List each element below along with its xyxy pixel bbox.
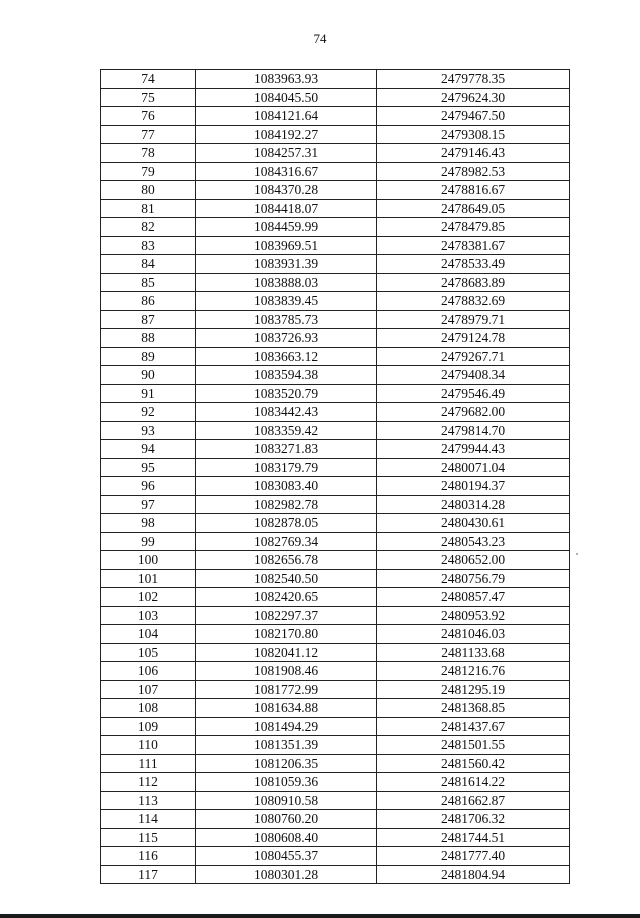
table-row: [101, 70, 570, 89]
point-number-cell: 82: [101, 218, 196, 237]
point-number-cell: 92: [101, 403, 196, 422]
point-number-cell: 110: [101, 736, 196, 755]
y-coordinate-cell: 2479467.50: [377, 107, 570, 126]
x-coordinate-cell: 1083271.83: [196, 440, 377, 459]
y-coordinate-cell: 2478982.53: [377, 162, 570, 181]
point-number-cell: 84: [101, 255, 196, 274]
point-number-cell: 100: [101, 551, 196, 570]
x-coordinate-cell: 1081059.36: [196, 773, 377, 792]
table-row: [101, 606, 570, 625]
x-coordinate-cell: 1083663.12: [196, 347, 377, 366]
table-row: [101, 366, 570, 385]
table-row: [101, 717, 570, 736]
table-row: [101, 218, 570, 237]
y-coordinate-cell: 2479682.00: [377, 403, 570, 422]
x-coordinate-cell: 1084192.27: [196, 125, 377, 144]
y-coordinate-cell: 2478816.67: [377, 181, 570, 200]
point-number-cell: 116: [101, 847, 196, 866]
x-coordinate-cell: 1081634.88: [196, 699, 377, 718]
y-coordinate-cell: 2481437.67: [377, 717, 570, 736]
y-coordinate-cell: 2480756.79: [377, 569, 570, 588]
point-number-cell: 85: [101, 273, 196, 292]
x-coordinate-cell: 1082769.34: [196, 532, 377, 551]
page-bottom-edge: [0, 914, 640, 918]
y-coordinate-cell: 2480857.47: [377, 588, 570, 607]
point-number-cell: 78: [101, 144, 196, 163]
table-row: [101, 310, 570, 329]
x-coordinate-cell: 1082420.65: [196, 588, 377, 607]
x-coordinate-cell: 1080760.20: [196, 810, 377, 829]
table-row: [101, 495, 570, 514]
x-coordinate-cell: 1081206.35: [196, 754, 377, 773]
point-number-cell: 108: [101, 699, 196, 718]
y-coordinate-cell: 2479124.78: [377, 329, 570, 348]
x-coordinate-cell: 1083359.42: [196, 421, 377, 440]
y-coordinate-cell: 2481804.94: [377, 865, 570, 884]
x-coordinate-cell: 1083963.93: [196, 70, 377, 89]
point-number-cell: 86: [101, 292, 196, 311]
point-number-cell: 99: [101, 532, 196, 551]
y-coordinate-cell: 2480314.28: [377, 495, 570, 514]
x-coordinate-cell: 1080301.28: [196, 865, 377, 884]
point-number-cell: 80: [101, 181, 196, 200]
point-number-cell: 87: [101, 310, 196, 329]
point-number-cell: 75: [101, 88, 196, 107]
x-coordinate-cell: 1083179.79: [196, 458, 377, 477]
point-number-cell: 83: [101, 236, 196, 255]
table-row: [101, 384, 570, 403]
point-number-cell: 81: [101, 199, 196, 218]
point-number-cell: 95: [101, 458, 196, 477]
y-coordinate-cell: 2478533.49: [377, 255, 570, 274]
point-number-cell: 114: [101, 810, 196, 829]
y-coordinate-cell: 2478479.85: [377, 218, 570, 237]
table-row: [101, 236, 570, 255]
table-row: [101, 643, 570, 662]
table-row: [101, 736, 570, 755]
x-coordinate-cell: 1084045.50: [196, 88, 377, 107]
x-coordinate-cell: 1080910.58: [196, 791, 377, 810]
point-number-cell: 111: [101, 754, 196, 773]
y-coordinate-cell: 2481614.22: [377, 773, 570, 792]
point-number-cell: 93: [101, 421, 196, 440]
x-coordinate-cell: 1080455.37: [196, 847, 377, 866]
table-row: [101, 125, 570, 144]
y-coordinate-cell: 2478832.69: [377, 292, 570, 311]
point-number-cell: 74: [101, 70, 196, 89]
table-row: [101, 403, 570, 422]
table-row: [101, 662, 570, 681]
x-coordinate-cell: 1084370.28: [196, 181, 377, 200]
x-coordinate-cell: 1082540.50: [196, 569, 377, 588]
point-number-cell: 107: [101, 680, 196, 699]
point-number-cell: 76: [101, 107, 196, 126]
table-row: [101, 421, 570, 440]
y-coordinate-cell: 2480953.92: [377, 606, 570, 625]
table-row: [101, 199, 570, 218]
table-row: [101, 88, 570, 107]
y-coordinate-cell: 2481777.40: [377, 847, 570, 866]
y-coordinate-cell: 2480543.23: [377, 532, 570, 551]
table-row: [101, 865, 570, 884]
point-number-cell: 106: [101, 662, 196, 681]
table-row: [101, 440, 570, 459]
table-row: [101, 791, 570, 810]
table-row: [101, 477, 570, 496]
y-coordinate-cell: 2479146.43: [377, 144, 570, 163]
point-number-cell: 109: [101, 717, 196, 736]
y-coordinate-cell: 2479408.34: [377, 366, 570, 385]
point-number-cell: 117: [101, 865, 196, 884]
table-row: [101, 292, 570, 311]
table-row: [101, 144, 570, 163]
table-row: [101, 255, 570, 274]
point-number-cell: 96: [101, 477, 196, 496]
x-coordinate-cell: 1082878.05: [196, 514, 377, 533]
table-row: [101, 680, 570, 699]
table-row: [101, 273, 570, 292]
x-coordinate-cell: 1083442.43: [196, 403, 377, 422]
point-number-cell: 113: [101, 791, 196, 810]
x-coordinate-cell: 1084257.31: [196, 144, 377, 163]
table-row: [101, 551, 570, 570]
y-coordinate-cell: 2478979.71: [377, 310, 570, 329]
point-number-cell: 102: [101, 588, 196, 607]
table-row: [101, 107, 570, 126]
x-coordinate-cell: 1081772.99: [196, 680, 377, 699]
y-coordinate-cell: 2481501.55: [377, 736, 570, 755]
table-row: [101, 347, 570, 366]
y-coordinate-cell: 2479308.15: [377, 125, 570, 144]
table-row: [101, 588, 570, 607]
point-number-cell: 77: [101, 125, 196, 144]
point-number-cell: 88: [101, 329, 196, 348]
table-row: [101, 162, 570, 181]
point-number-cell: 90: [101, 366, 196, 385]
y-coordinate-cell: 2479624.30: [377, 88, 570, 107]
x-coordinate-cell: 1083594.38: [196, 366, 377, 385]
y-coordinate-cell: 2478381.67: [377, 236, 570, 255]
y-coordinate-cell: 2479546.49: [377, 384, 570, 403]
y-coordinate-cell: 2478649.05: [377, 199, 570, 218]
x-coordinate-cell: 1081351.39: [196, 736, 377, 755]
y-coordinate-cell: 2481295.19: [377, 680, 570, 699]
point-number-cell: 98: [101, 514, 196, 533]
y-coordinate-cell: 2481662.87: [377, 791, 570, 810]
point-number-cell: 105: [101, 643, 196, 662]
x-coordinate-cell: 1082297.37: [196, 606, 377, 625]
y-coordinate-cell: 2479267.71: [377, 347, 570, 366]
x-coordinate-cell: 1084459.99: [196, 218, 377, 237]
x-coordinate-cell: 1083888.03: [196, 273, 377, 292]
y-coordinate-cell: 2479814.70: [377, 421, 570, 440]
y-coordinate-cell: 2481706.32: [377, 810, 570, 829]
coordinates-table: [100, 69, 570, 884]
x-coordinate-cell: 1083520.79: [196, 384, 377, 403]
table-row: [101, 625, 570, 644]
y-coordinate-cell: 2481560.42: [377, 754, 570, 773]
table-row: [101, 847, 570, 866]
x-coordinate-cell: 1084418.07: [196, 199, 377, 218]
x-coordinate-cell: 1083083.40: [196, 477, 377, 496]
table-row: [101, 828, 570, 847]
x-coordinate-cell: 1082041.12: [196, 643, 377, 662]
y-coordinate-cell: 2481133.68: [377, 643, 570, 662]
table-row: [101, 181, 570, 200]
coordinates-table-body: [101, 70, 570, 884]
table-row: [101, 699, 570, 718]
table-row: [101, 754, 570, 773]
x-coordinate-cell: 1080608.40: [196, 828, 377, 847]
point-number-cell: 94: [101, 440, 196, 459]
x-coordinate-cell: 1083726.93: [196, 329, 377, 348]
y-coordinate-cell: 2480430.61: [377, 514, 570, 533]
table-row: [101, 810, 570, 829]
point-number-cell: 89: [101, 347, 196, 366]
x-coordinate-cell: 1081908.46: [196, 662, 377, 681]
x-coordinate-cell: 1084316.67: [196, 162, 377, 181]
point-number-cell: 97: [101, 495, 196, 514]
x-coordinate-cell: 1083969.51: [196, 236, 377, 255]
page-number: 74: [313, 31, 327, 46]
y-coordinate-cell: 2480652.00: [377, 551, 570, 570]
x-coordinate-cell: 1083931.39: [196, 255, 377, 274]
point-number-cell: 112: [101, 773, 196, 792]
y-coordinate-cell: 2481046.03: [377, 625, 570, 644]
y-coordinate-cell: 2480194.37: [377, 477, 570, 496]
y-coordinate-cell: 2479944.43: [377, 440, 570, 459]
table-row: [101, 458, 570, 477]
point-number-cell: 104: [101, 625, 196, 644]
point-number-cell: 91: [101, 384, 196, 403]
x-coordinate-cell: 1081494.29: [196, 717, 377, 736]
scan-speck: [576, 553, 578, 555]
table-row: [101, 569, 570, 588]
x-coordinate-cell: 1082656.78: [196, 551, 377, 570]
y-coordinate-cell: 2481368.85: [377, 699, 570, 718]
table-row: [101, 532, 570, 551]
x-coordinate-cell: 1082982.78: [196, 495, 377, 514]
x-coordinate-cell: 1083839.45: [196, 292, 377, 311]
y-coordinate-cell: 2480071.04: [377, 458, 570, 477]
table-row: [101, 514, 570, 533]
x-coordinate-cell: 1083785.73: [196, 310, 377, 329]
y-coordinate-cell: 2481744.51: [377, 828, 570, 847]
x-coordinate-cell: 1082170.80: [196, 625, 377, 644]
y-coordinate-cell: 2479778.35: [377, 70, 570, 89]
x-coordinate-cell: 1084121.64: [196, 107, 377, 126]
table-row: [101, 773, 570, 792]
y-coordinate-cell: 2478683.89: [377, 273, 570, 292]
point-number-cell: 115: [101, 828, 196, 847]
point-number-cell: 101: [101, 569, 196, 588]
point-number-cell: 79: [101, 162, 196, 181]
table-row: [101, 329, 570, 348]
y-coordinate-cell: 2481216.76: [377, 662, 570, 681]
point-number-cell: 103: [101, 606, 196, 625]
